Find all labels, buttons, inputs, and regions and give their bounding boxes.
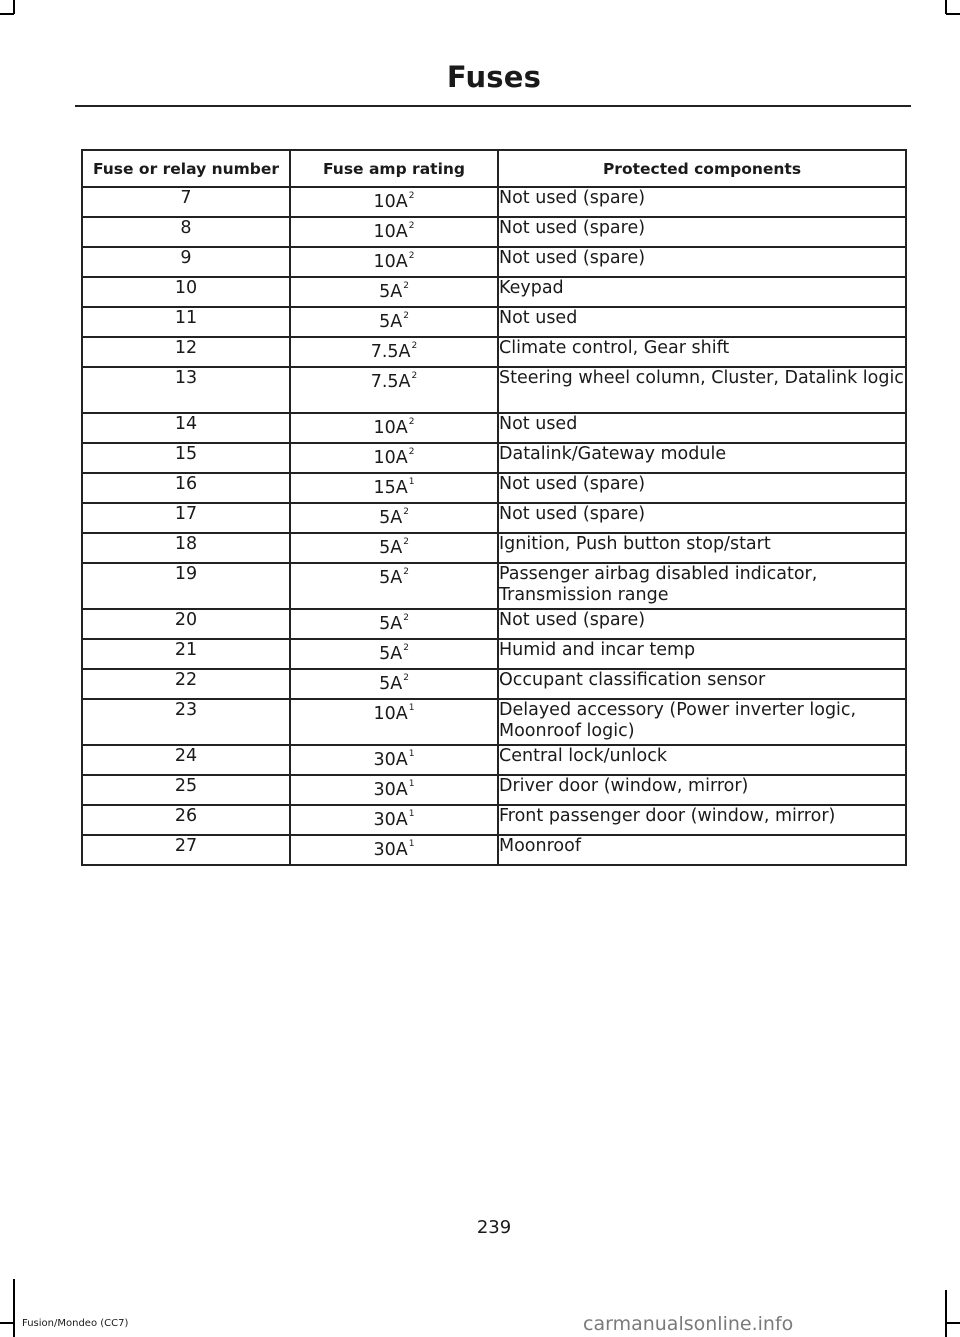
footnote-marker: 2 [408,251,415,261]
fuse-amp-rating: 5A [379,643,403,664]
fuse-amp-rating: 30A [373,749,408,770]
fuse-amp-rating: 5A [379,537,403,558]
fuse-number: 14 [82,413,290,443]
protected-component: Front passenger door (window, mirror) [498,805,906,835]
table-row [82,473,906,503]
table-row [82,307,906,337]
fuse-number: 15 [82,443,290,473]
fuse-amp-cell [290,609,498,639]
fuse-number: 13 [82,367,290,413]
fuse-number: 16 [82,473,290,503]
fuse-amp-cell [290,699,498,745]
table-row [82,699,906,745]
fuse-amp-cell [290,775,498,805]
protected-component: Datalink/Gateway module [498,443,906,473]
fuse-number: 19 [82,563,290,609]
fuse-amp-rating: 10A [373,703,408,724]
fuse-amp-cell [290,473,498,503]
footnote-marker: 2 [403,537,409,547]
table-header-row [82,150,906,187]
fuse-amp-rating: 5A [379,567,403,588]
protected-component: Climate control, Gear shift [498,337,906,367]
protected-component: Not used (spare) [498,247,906,277]
footnote-marker: 2 [408,221,415,231]
protected-component: Not used (spare) [498,503,906,533]
footnote-marker: 1 [408,779,415,789]
fuse-amp-rating: 30A [373,779,408,800]
table-row [82,533,906,563]
fuse-amp-rating: 5A [379,613,403,634]
fuse-amp-cell [290,307,498,337]
fuse-number: 18 [82,533,290,563]
protected-component: Moonroof [498,835,906,865]
table-row [82,247,906,277]
fuse-number: 10 [82,277,290,307]
fuse-amp-rating: 30A [373,809,408,830]
section-title: Fuses [446,60,542,94]
fuse-number: 11 [82,307,290,337]
table-row [82,367,906,413]
footnote-marker: 1 [408,809,415,819]
protected-component: Occupant classification sensor [498,669,906,699]
fuse-amp-cell [290,745,498,775]
protected-component: Driver door (window, mirror) [498,775,906,805]
crop-mark-bottom-left [13,1279,15,1337]
fuse-number: 22 [82,669,290,699]
fuse-number: 17 [82,503,290,533]
footnote-marker: 2 [403,643,409,653]
fuse-number: 26 [82,805,290,835]
fuse-table-body [82,187,906,865]
protected-component: Not used [498,307,906,337]
fuse-number: 9 [82,247,290,277]
fuse-number: 12 [82,337,290,367]
table-row [82,443,906,473]
column-header: Fuse or relay number [82,150,290,187]
fuse-amp-rating: 10A [373,447,408,468]
fuse-amp-cell [290,835,498,865]
footnote-marker: 2 [403,567,409,577]
protected-component: Ignition, Push button stop/start [498,533,906,563]
footnote-marker: 2 [408,447,415,457]
crop-mark-bottom-right [945,1290,947,1337]
footer-model: Fusion/Mondeo (CC7) [22,1318,129,1329]
fuse-amp-rating: 5A [379,507,403,528]
protected-component: Humid and incar temp [498,639,906,669]
fuse-amp-cell [290,533,498,563]
footnote-marker: 2 [403,507,409,517]
footnote-marker: 2 [408,417,415,427]
fuse-amp-rating: 5A [379,311,403,332]
fuse-amp-rating: 10A [373,191,408,212]
fuse-number: 7 [82,187,290,217]
fuse-amp-rating: 10A [373,221,408,242]
fuse-amp-cell [290,337,498,367]
protected-component: Not used (spare) [498,609,906,639]
column-header: Fuse amp rating [290,150,498,187]
footnote-marker: 2 [408,191,415,201]
fuse-amp-cell [290,413,498,443]
table-row [82,775,906,805]
fuse-table [81,149,907,866]
table-row [82,805,906,835]
fuse-number: 8 [82,217,290,247]
fuse-number: 23 [82,699,290,745]
footnote-marker: 2 [411,371,418,381]
footnote-marker: 2 [403,613,409,623]
footnote-marker: 2 [411,341,418,351]
fuse-amp-cell [290,563,498,609]
table-row [82,609,906,639]
table-row [82,669,906,699]
fuse-amp-cell [290,639,498,669]
footnote-marker: 2 [403,311,409,321]
page-number: 239 [476,1217,512,1238]
column-header: Protected components [498,150,906,187]
fuse-number: 25 [82,775,290,805]
table-row [82,835,906,865]
fuse-amp-rating: 5A [379,281,403,302]
crop-mark-bottom-left [0,1322,14,1324]
fuse-amp-cell [290,503,498,533]
protected-component: Not used [498,413,906,443]
fuse-amp-cell [290,187,498,217]
fuse-number: 21 [82,639,290,669]
table-row [82,639,906,669]
table-row [82,745,906,775]
protected-component: Not used (spare) [498,217,906,247]
protected-component: Not used (spare) [498,187,906,217]
protected-component: Central lock/unlock [498,745,906,775]
fuse-amp-rating: 10A [373,251,408,272]
footnote-marker: 2 [403,673,409,683]
table-row [82,413,906,443]
fuse-number: 27 [82,835,290,865]
footnote-marker: 1 [408,749,415,759]
fuse-amp-rating: 30A [373,839,408,860]
crop-mark-bottom-right [946,1322,960,1324]
table-row [82,217,906,247]
fuse-amp-rating: 7.5A [370,341,411,362]
fuse-amp-cell [290,669,498,699]
table-row [82,337,906,367]
table-row [82,503,906,533]
fuse-amp-cell [290,805,498,835]
fuse-amp-rating: 15A [373,477,408,498]
fuse-amp-rating: 5A [379,673,403,694]
footnote-marker: 1 [408,477,415,487]
fuse-amp-cell [290,367,498,413]
table-row [82,187,906,217]
fuse-amp-cell [290,443,498,473]
protected-component: Steering wheel column, Cluster, Datalink logic [498,367,906,413]
protected-component: Keypad [498,277,906,307]
crop-mark-top-right [946,13,960,15]
crop-mark-top-left [13,0,15,14]
fuse-number: 20 [82,609,290,639]
table-row [82,277,906,307]
fuse-amp-cell [290,217,498,247]
fuse-amp-cell [290,277,498,307]
footnote-marker: 1 [408,703,415,713]
protected-component: Delayed accessory (Power inverter logic, Moonroof logic) [498,699,906,745]
crop-mark-top-right [945,0,947,14]
protected-component: Not used (spare) [498,473,906,503]
fuse-amp-rating: 7.5A [370,371,411,392]
watermark: carmanualsonline.info [583,1313,794,1335]
footnote-marker: 1 [408,839,415,849]
crop-mark-top-left [0,13,14,15]
protected-component: Passenger airbag disabled indicator, Transmission range [498,563,906,609]
fuse-number: 24 [82,745,290,775]
table-row [82,563,906,609]
footnote-marker: 2 [403,281,409,291]
fuse-amp-cell [290,247,498,277]
header-divider [75,105,911,107]
fuse-amp-rating: 10A [373,417,408,438]
